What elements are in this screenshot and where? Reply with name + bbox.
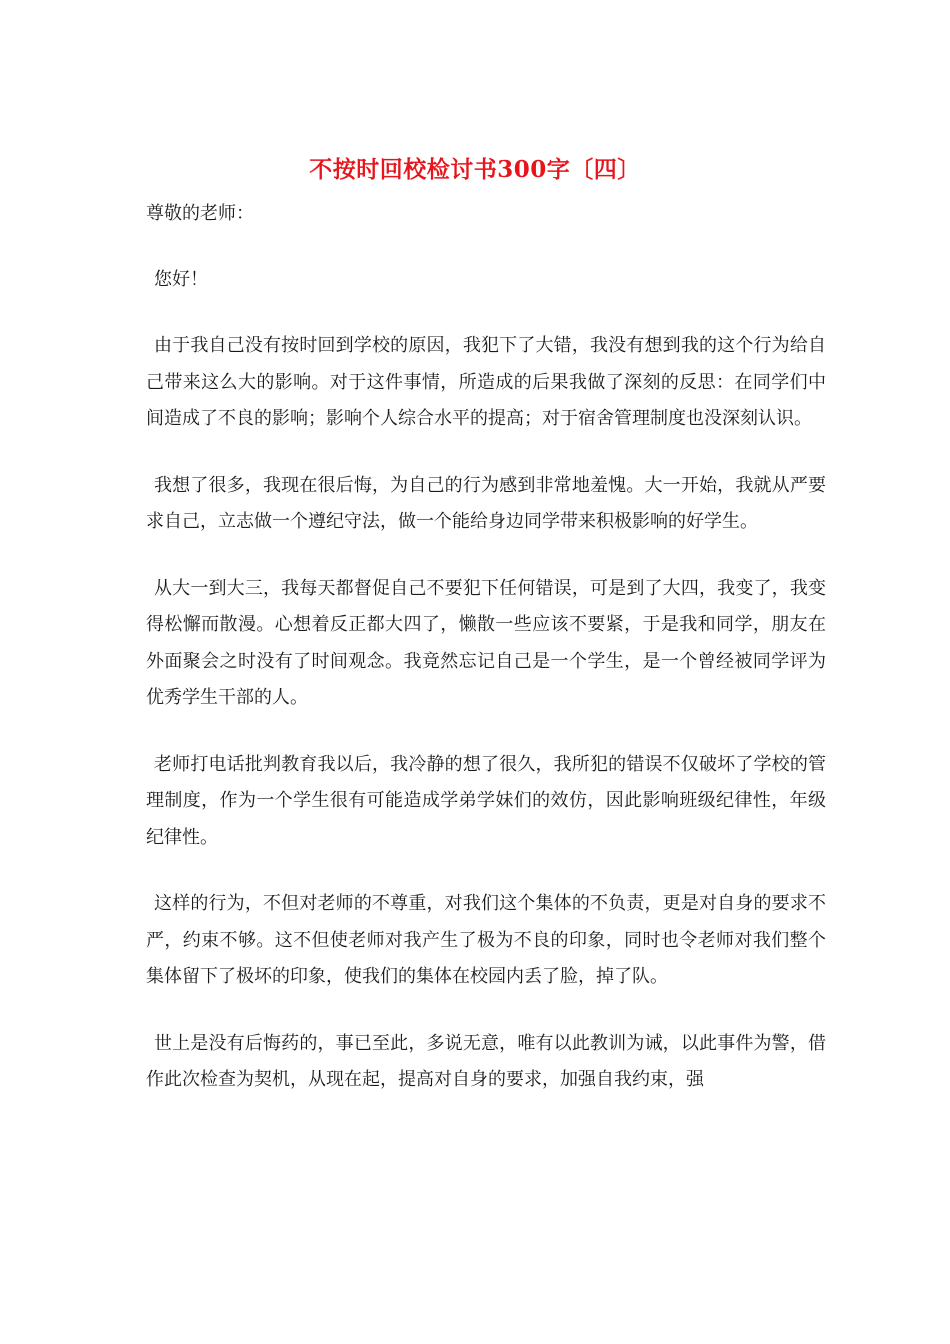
paragraph-2: 我想了很多，我现在很后悔，为自己的行为感到非常地羞愧。大一开始，我就从严要求自己，立志做一个遵纪守法，做一个能给身边同学带来积极影响的好学生。 <box>146 474 826 532</box>
document-title: 不按时回校检讨书300字〔四〕 <box>309 156 641 183</box>
paragraph-1: 由于我自己没有按时回到学校的原因，我犯下了大错，我没有想到我的这个行为给自己带来这么大的影响。对于这件事情，所造成的后果我做了深刻的反思：在同学们中间造成了不良的影响；影响个人综合水平的提高；对于宿舍管理制度也没深刻认识。 <box>146 335 826 429</box>
paragraph-4: 老师打电话批判教育我以后，我冷静的想了很久，我所犯的错误不仅破坏了学校的管理制度，作为一个学生很有可能造成学弟学妹们的效仿，因此影响班级纪律性，年级纪律性。 <box>146 753 826 848</box>
paragraph-6: 世上是没有后悔药的，事已至此，多说无意，唯有以此教训为诫，以此事件为警，借作此次检查为契机，从现在起，提高对自身的要求，加强自我约束，强 <box>146 1032 826 1090</box>
greeting: 您好！ <box>154 269 208 290</box>
paragraph-3: 从大一到大三，我每天都督促自己不要犯下任何错误，可是到了大四，我变了，我变得松懈而散漫。心想着反正都大四了，懒散一些应该不要紧，于是我和同学，朋友在外面聚会之时没有了时间观念。我竟然忘记自己是一个学生，是一个曾经被同学评为优秀学生干部的人。 <box>146 577 826 708</box>
paragraph-5: 这样的行为，不但对老师的不尊重，对我们这个集体的不负责，更是对自身的要求不严，约束不够。这不但使老师对我产生了极为不良的印象，同时也令老师对我们整个集体留下了极坏的印象，使我们的集体在校园内丢了脸，掉了队。 <box>146 893 826 987</box>
salutation: 尊敬的老师： <box>146 203 254 224</box>
document-body <box>146 196 826 1099</box>
